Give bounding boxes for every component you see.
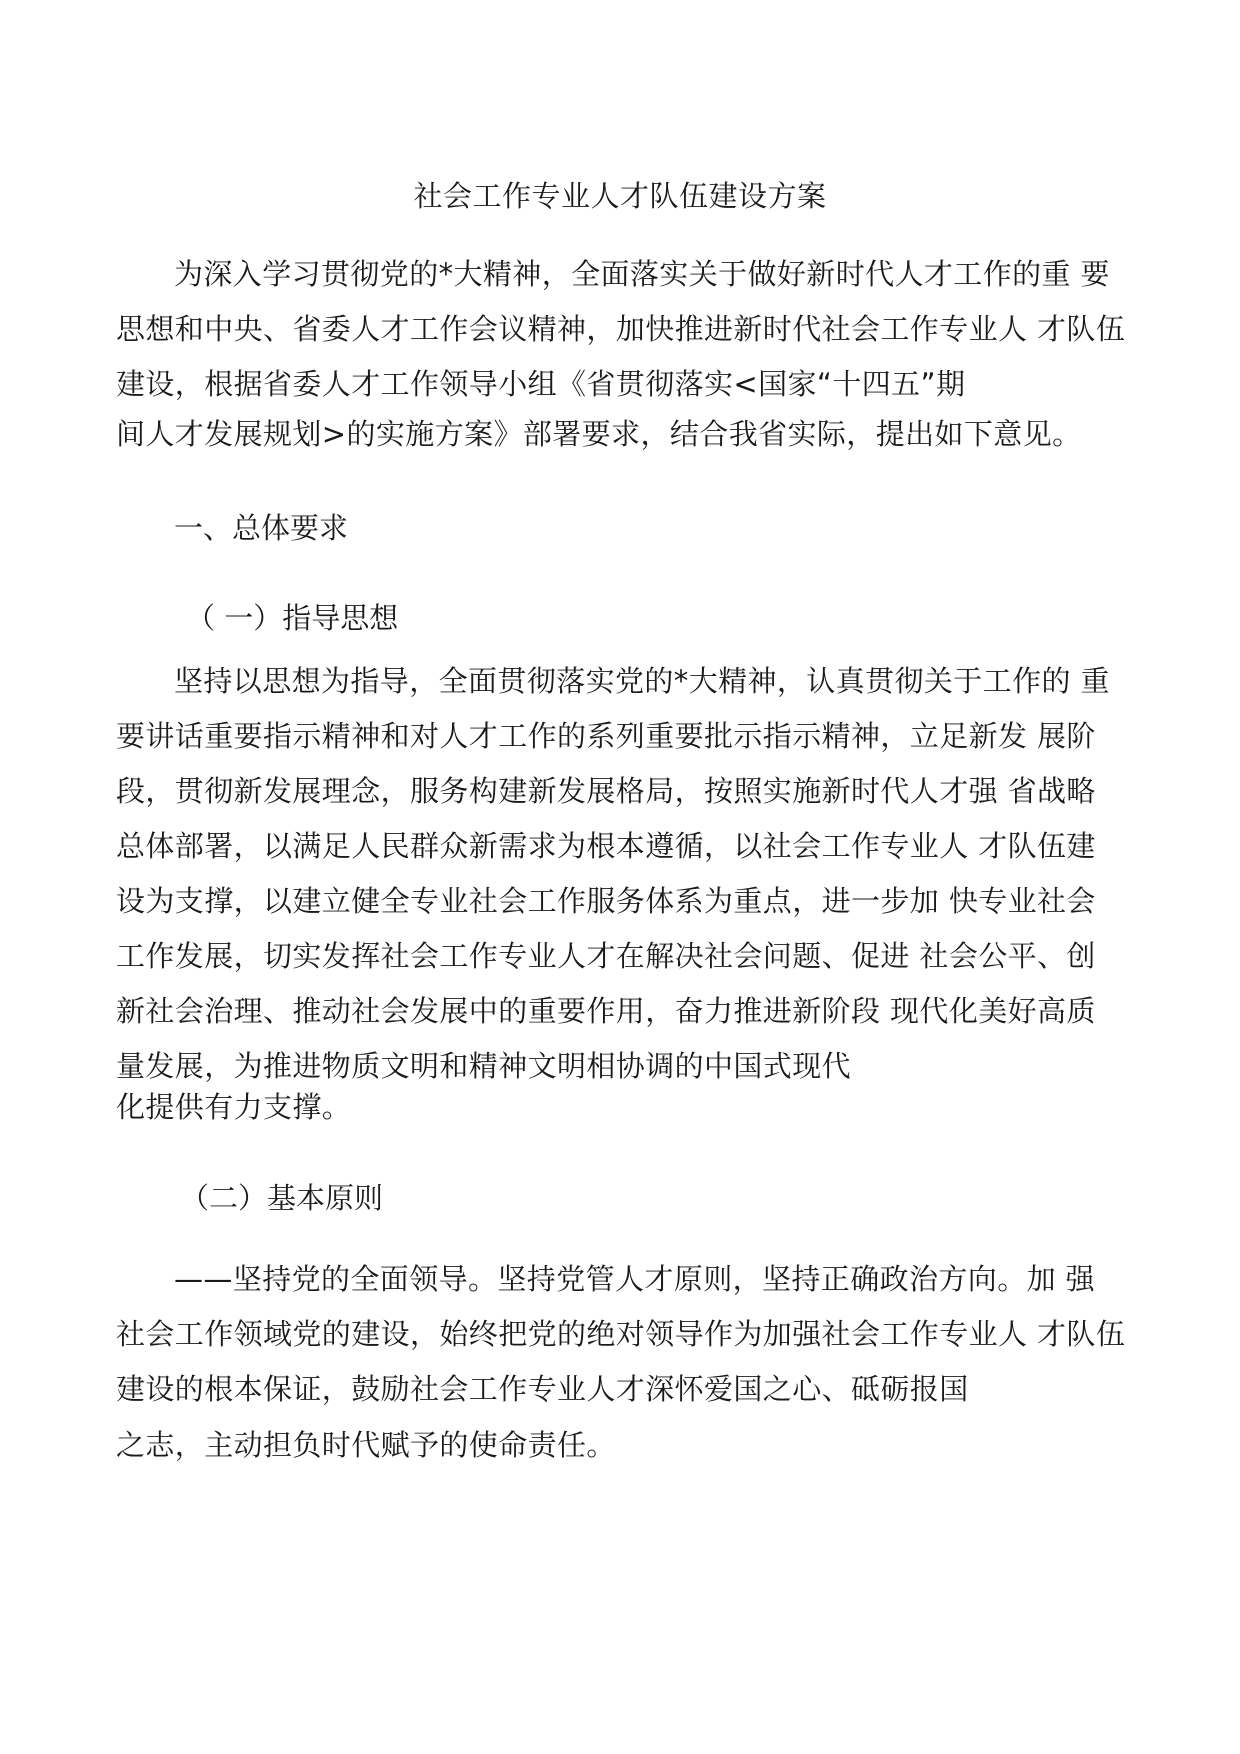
basic-principles-paragraph: [116, 1252, 1126, 1417]
guiding-line-3: 段，贯彻新发展理念，服务构建新发展格局，按照实施新时代人才强 省战略: [116, 774, 1096, 808]
intro-continuation: [116, 407, 1126, 462]
principles-line-1: ——坚持党的全面领导。坚持党管人才原则，坚持正确政治方向。加 强: [174, 1262, 1096, 1296]
intro-line-2: 思想和中央、省委人才工作会议精神，加快推进新时代社会工作专业人 才队伍: [116, 312, 1126, 346]
guiding-line-5: 设为支撑，以建立健全专业社会工作服务体系为重点，进一步加 快专业社会: [116, 884, 1096, 918]
guiding-continuation-line: 化提供有力支撑。: [116, 1090, 352, 1124]
subsection-heading-guiding-ideology: （ 一）指导思想: [186, 601, 399, 635]
subsection-heading-basic-principles: （二）基本原则: [180, 1181, 384, 1215]
intro-line-3: 建设，根据省委人才工作领导小组《省贯彻落实<国家“十四五”期: [116, 367, 966, 401]
basic-principles-continuation: [116, 1418, 1126, 1473]
principles-line-2: 社会工作领域党的建设，始终把党的绝对领导作为加强社会工作专业人 才队伍: [116, 1317, 1126, 1351]
section-heading-general-requirements: 一、总体要求: [174, 511, 349, 545]
intro-paragraph: [116, 247, 1126, 412]
principles-continuation-line: 之志，主动担负时代赋予的使命责任。: [116, 1428, 616, 1462]
guiding-line-1: 坚持以思想为指导，全面贯彻落实党的*大精神，认真贯彻关于工作的 重: [174, 664, 1110, 698]
intro-continuation-line: 间人才发展规划>的实施方案》部署要求，结合我省实际，提出如下意见。: [116, 417, 1082, 451]
guiding-line-2: 要讲话重要指示精神和对人才工作的系列重要批示指示精神，立足新发 展阶: [116, 719, 1096, 753]
guiding-ideology-continuation: [116, 1080, 1126, 1135]
guiding-line-6: 工作发展，切实发挥社会工作专业人才在解决社会问题、促进 社会公平、创: [116, 939, 1096, 973]
principles-line-3: 建设的根本保证，鼓励社会工作专业人才深怀爱国之心、砥砺报国: [116, 1372, 969, 1406]
guiding-ideology-paragraph: [116, 654, 1126, 1094]
guiding-line-7: 新社会治理、推动社会发展中的重要作用，奋力推进新阶段 现代化美好高质: [116, 994, 1096, 1028]
guiding-line-8: 量发展，为推进物质文明和精神文明相协调的中国式现代: [116, 1049, 852, 1083]
guiding-line-4: 总体部署，以满足人民群众新需求为根本遵循，以社会工作专业人 才队伍建: [116, 829, 1096, 863]
intro-line-1: 为深入学习贯彻党的*大精神，全面落实关于做好新时代人才工作的重 要: [174, 257, 1110, 291]
document-title: 社会工作专业人才队伍建设方案: [413, 179, 827, 213]
